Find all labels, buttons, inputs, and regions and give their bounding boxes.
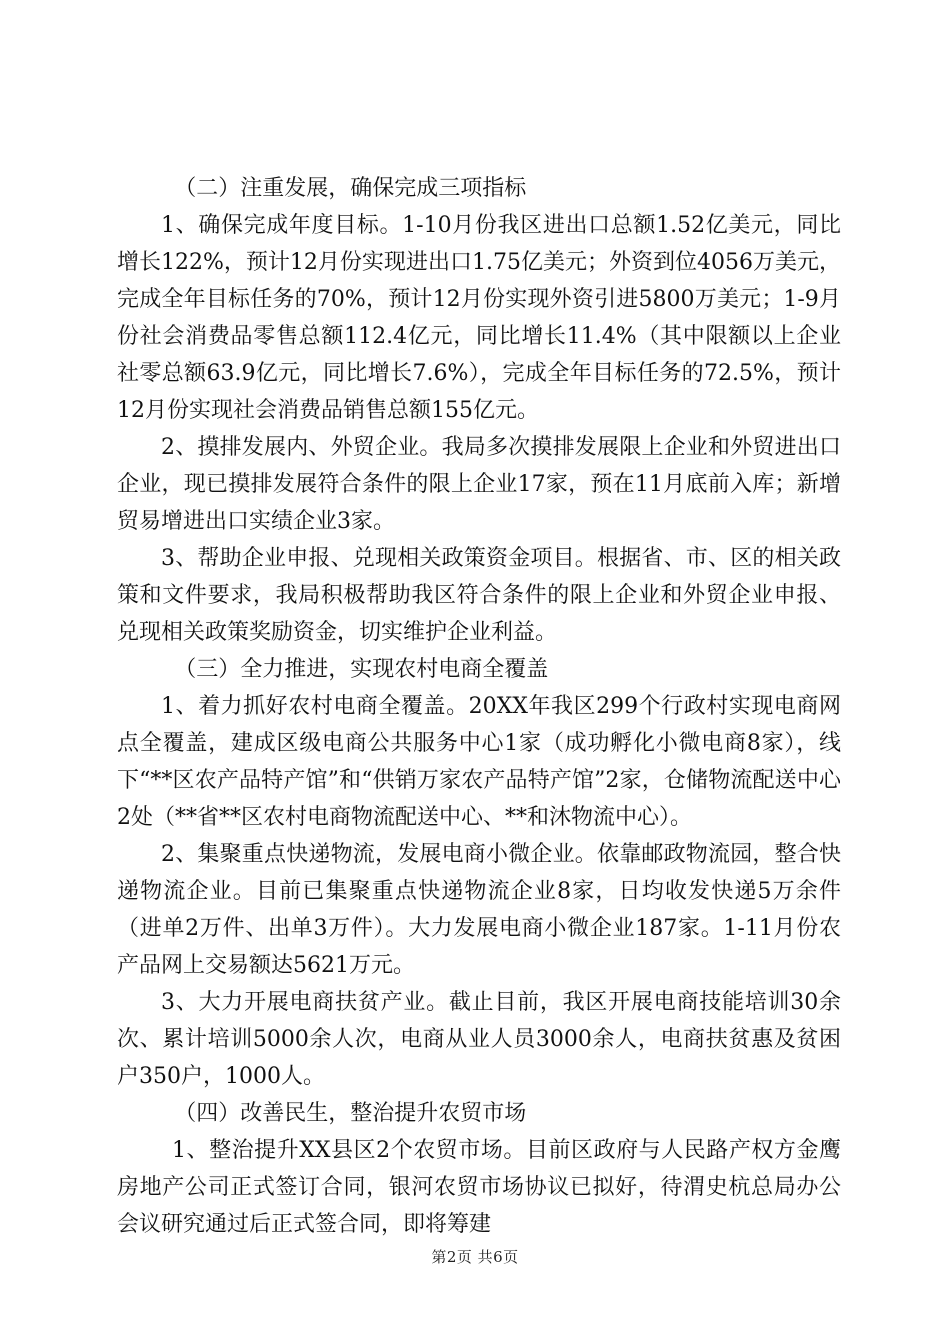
- section-heading-2: （二）注重发展，确保完成三项指标: [174, 176, 527, 201]
- paragraph-poverty-alleviation: 3、大力开展电商扶贫产业。截止目前，我区开展电商技能培训30余次、累计培训5000余人次，电商从业人员3000余人，电商扶贫惠及贫困户350户，1000人。: [117, 990, 841, 1089]
- section-heading-3: （三）全力推进，实现农村电商全覆盖: [174, 657, 549, 682]
- page-number-footer: 第2页 共6页: [431, 1248, 519, 1266]
- paragraph-ecommerce-coverage: 1、着力抓好农村电商全覆盖。20XX年我区299个行政村实现电商网点全覆盖，建成区级电商公共服务中心1家（成功孵化小微电商8家），线下“**区农产品特产馆”和“供销万家农产品特产馆”2家，仓储物流配送中心2处（**省**区农村电商物流配送中心、**和沐物流中心）。: [117, 694, 841, 830]
- document-body: [117, 170, 841, 1243]
- section-heading-4: （四）改善民生，整治提升农贸市场: [174, 1101, 527, 1126]
- paragraph-farmers-market: 1、整治提升XX县区2个农贸市场。目前区政府与人民路产权方金鹰房地产公司正式签订合同，银河农贸市场协议已拟好，待渭史杭总局办公会议研究通过后正式签合同，即将筹建: [117, 1138, 841, 1237]
- paragraph-enterprise-survey: 2、摸排发展内、外贸企业。我局多次摸排发展限上企业和外贸进出口企业，现已摸排发展符合条件的限上企业17家，预在11月底前入库；新增贸易增进出口实绩企业3家。: [117, 435, 841, 534]
- paragraph-logistics: 2、集聚重点快递物流，发展电商小微企业。依靠邮政物流园，整合快递物流企业。目前已集聚重点快递物流企业8家，日均收发快递5万余件（进单2万件、出单3万件）。大力发展电商小微企业187家。1-11月份农产品网上交易额达5621万元。: [117, 842, 841, 978]
- paragraph-annual-targets: 1、确保完成年度目标。1-10月份我区进出口总额1.52亿美元，同比增长122%，预计12月份实现进出口1.75亿美元；外资到位4056万美元，完成全年目标任务的70%，预计12月份实现外资引进5800万美元；1-9月份社会消费品零售总额112.4亿元，同比增长11.4%（其中限额以上企业社零总额63.9亿元，同比增长7.6%），完成全年目标任务的72.5%，预计12月份实现社会消费品销售总额155亿元。: [117, 213, 841, 423]
- paragraph-policy-funds: 3、帮助企业申报、兑现相关政策资金项目。根据省、市、区的相关政策和文件要求，我局积极帮助我区符合条件的限上企业和外贸企业申报、兑现相关政策奖励资金，切实维护企业利益。: [117, 546, 841, 645]
